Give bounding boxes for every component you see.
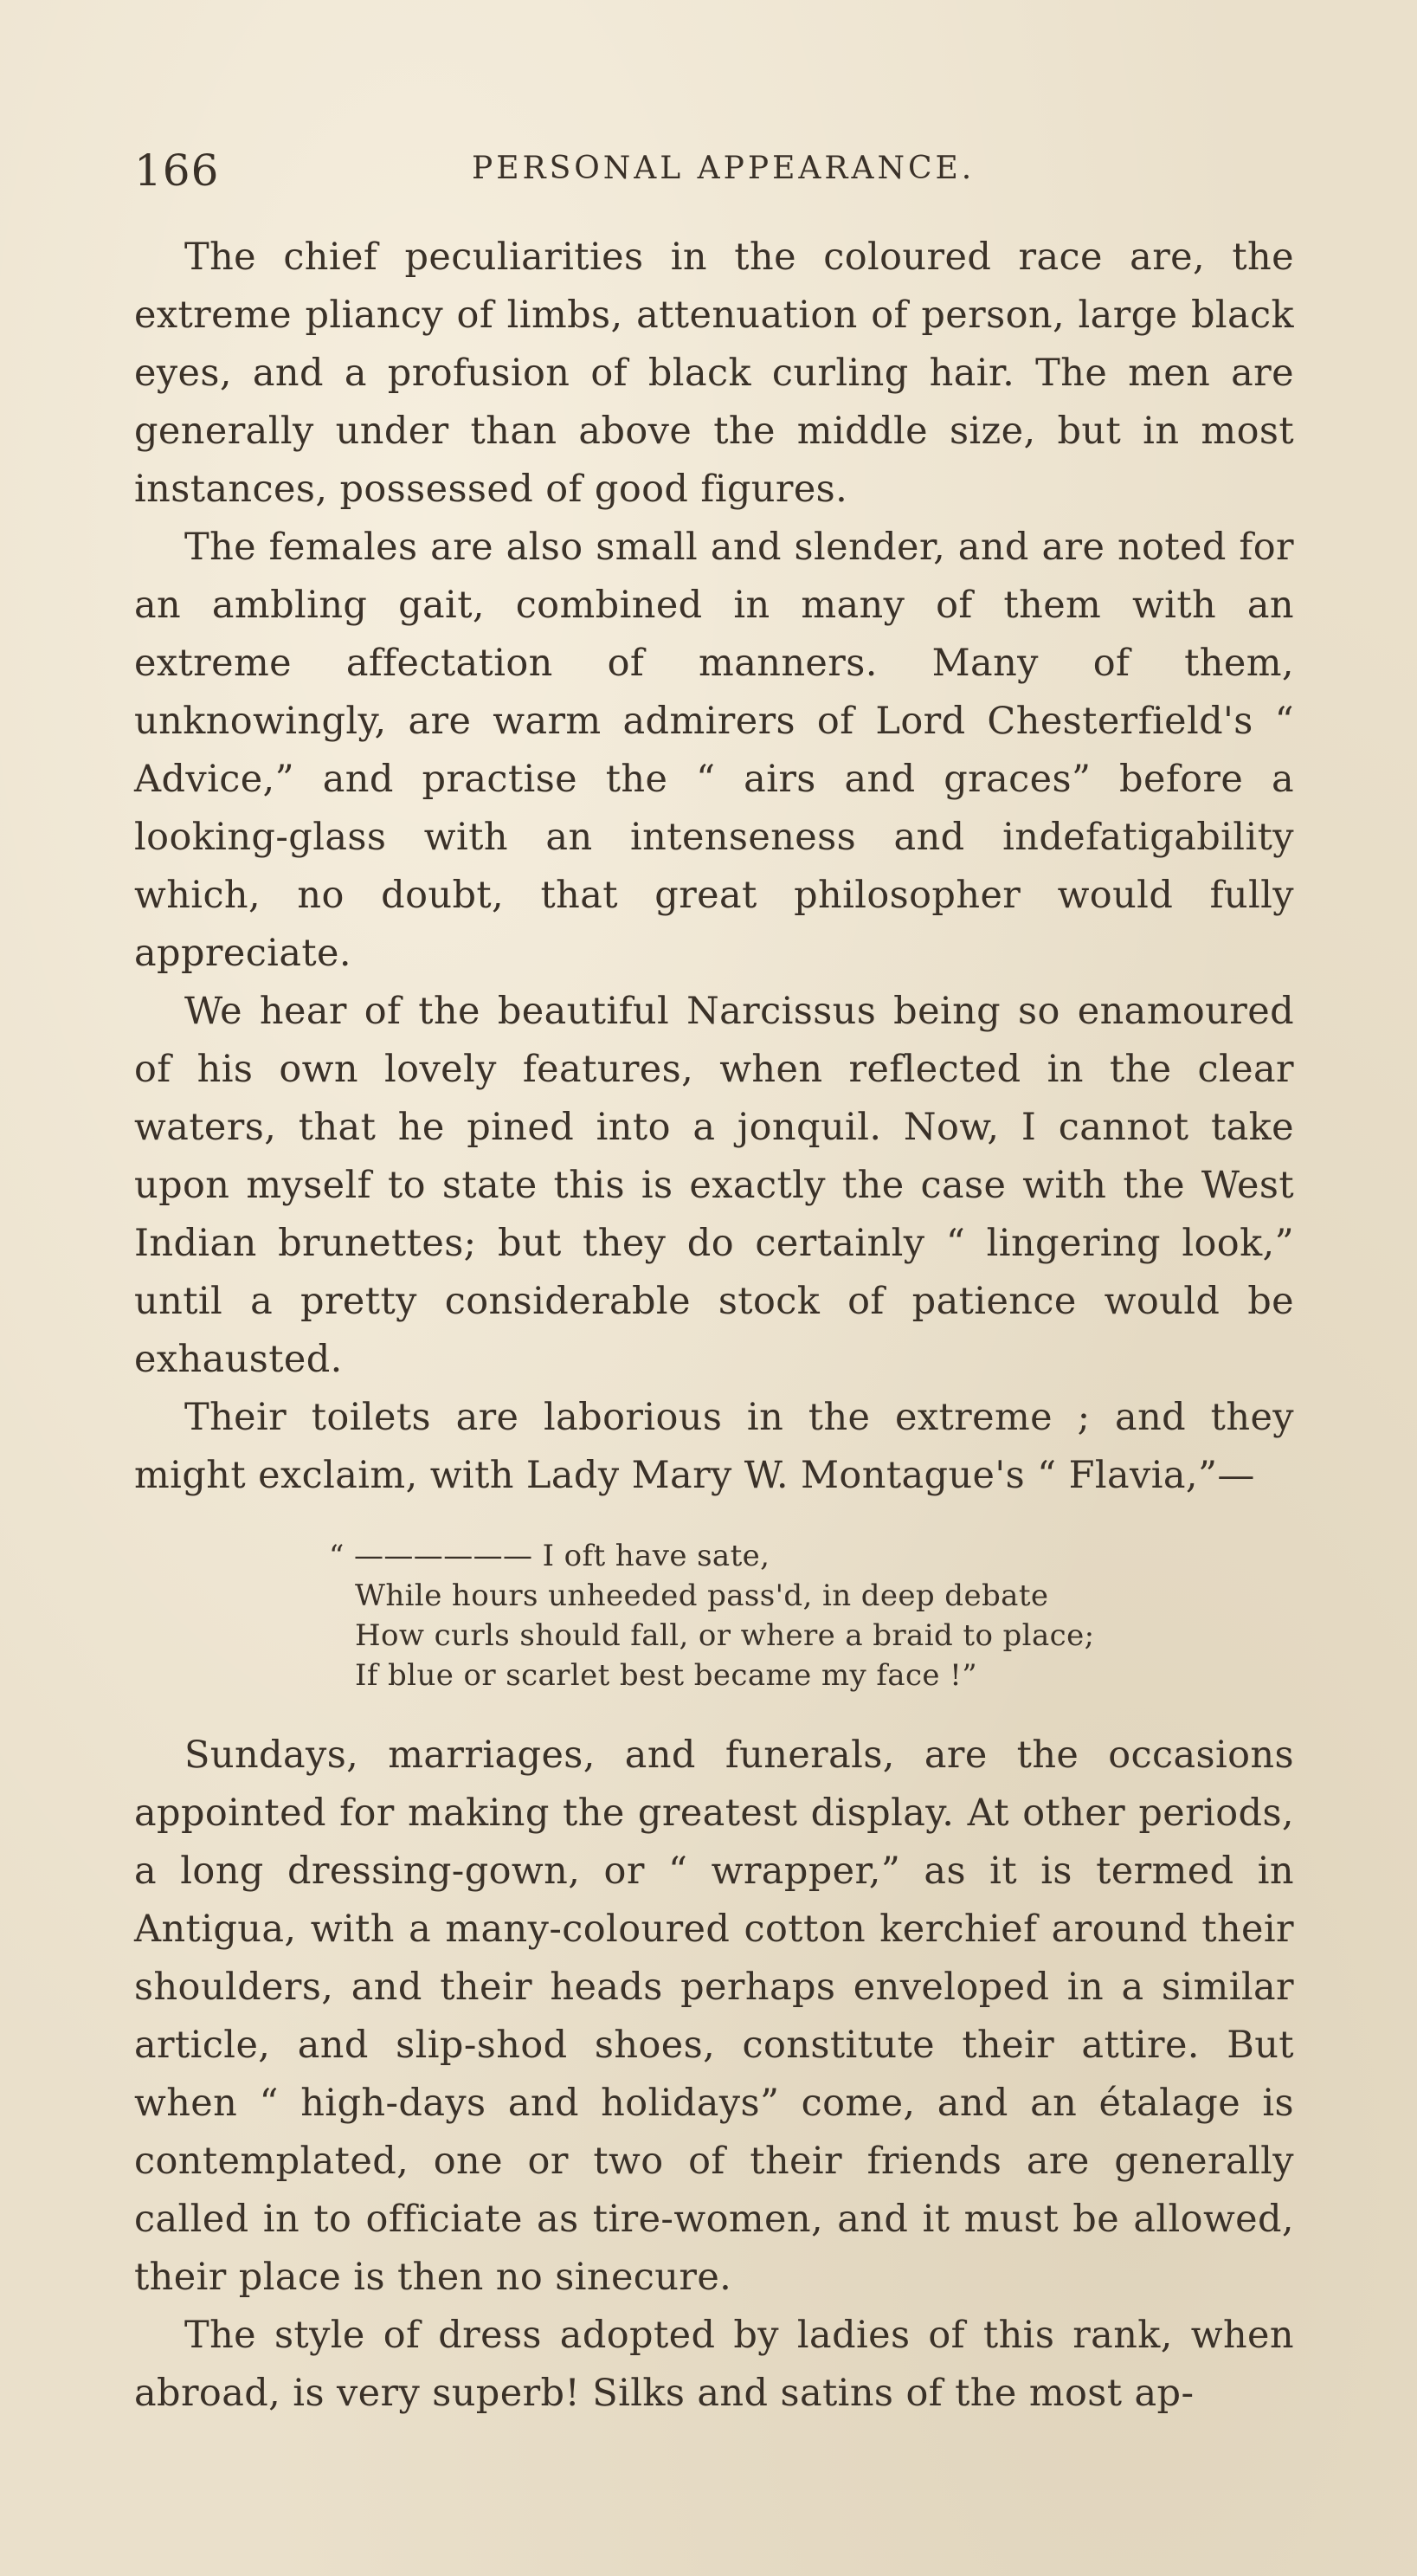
paragraph-4: Their toilets are laborious in the extreme ; and they might exclaim, with Lady Mary W. Montague's “ Flavia,”— <box>134 1396 1294 1497</box>
verse-line: How curls should fall, or where a braid to place; <box>355 1618 1095 1653</box>
verse-line: “ —————— I oft have sate, <box>329 1539 770 1573</box>
running-head: PERSONAL APPEARANCE. <box>472 151 976 186</box>
paragraph-6: The style of dress adopted by ladies of this rank, when abroad, is very superb! Silks and satins of the most ap- <box>134 2314 1294 2415</box>
paragraph-5: Sundays, marriages, and funerals, are the occasions appointed for making the greatest display. At other periods, a long dressing-gown, or “ wrapper,” as it is termed in Antigua, with a many-coloured cotton kerchief around their shoulders, and their heads perhaps enveloped in a similar article, and slip-shod shoes, constitute their attire. But when “ high-days and holidays” come, and an étalage is contemplated, one or two of their friends are generally called in to officiate as tire-women, and it must be allowed, their place is then no sinecure. <box>134 1733 1294 2299</box>
paragraph-2: The females are also small and slender, and are noted for an ambling gait, combined in many of them with an extreme affectation of manners. Many of them, unknowingly, are warm admirers of Lord Chesterfield's “ Advice,” and practise the “ airs and graces” before a looking-glass with an intenseness and indefatigability which, no doubt, that great philosopher would fully appreciate. <box>134 526 1294 975</box>
paragraph-3: We hear of the beautiful Narcissus being so enamoured of his own lovely features, when reflected in the clear waters, that he pined into a jonquil. Now, I cannot take upon myself to state this is exactly the case with the West Indian brunettes; but they do certainly “ lingering look,” until a pretty considerable stock of patience would be exhausted. <box>134 990 1294 1381</box>
body-text <box>134 229 1294 2423</box>
verse-quote <box>329 1536 1294 1695</box>
verse-line: While hours unheeded pass'd, in deep debate <box>355 1579 1049 1613</box>
paragraph-1: The chief peculiarities in the coloured race are, the extreme pliancy of limbs, attenuation of person, large black eyes, and a profusion of black curling hair. The men are generally under than above the middle size, but in most instances, possessed of good figures. <box>134 236 1294 511</box>
verse-line: If blue or scarlet best became my face !” <box>355 1658 977 1693</box>
page-header <box>134 145 1294 197</box>
page-number: 166 <box>134 145 220 196</box>
